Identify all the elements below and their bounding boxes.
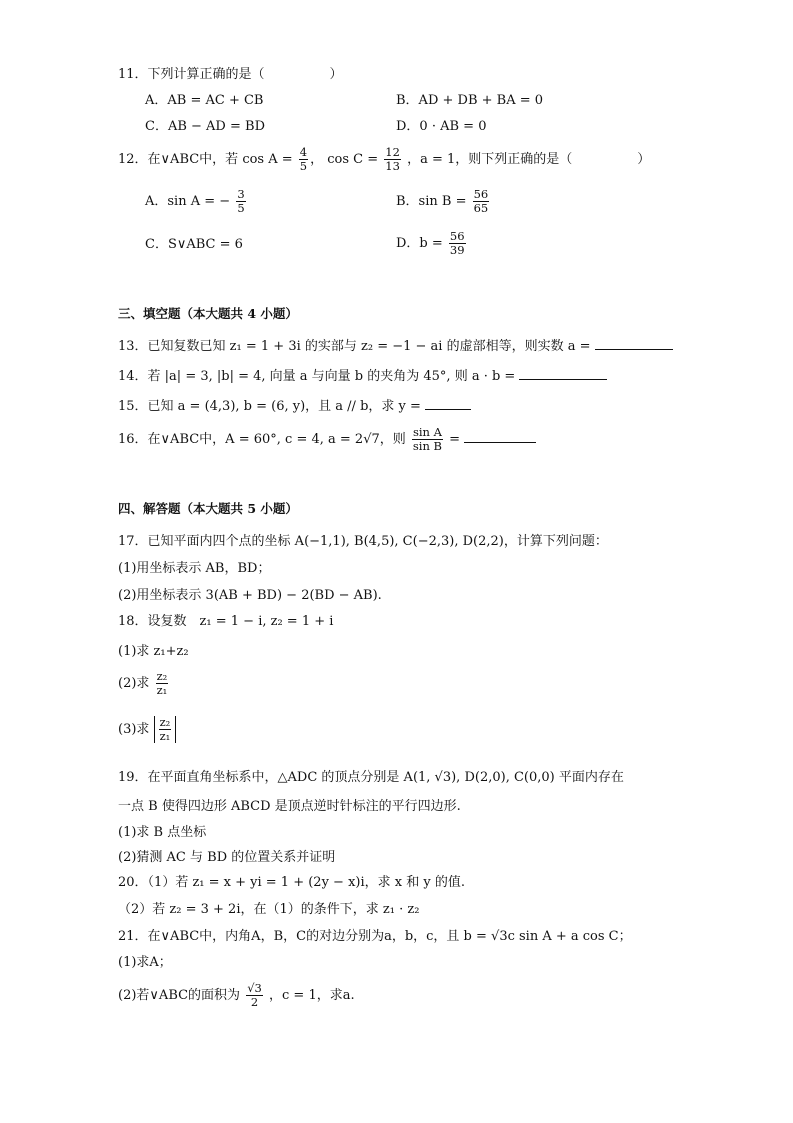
fraction: $\frac{12}{13}$ (385, 145, 400, 174)
q21-part2: (2)若∨ABC的面积为 $\frac{√3}{2}$ ，c = 1，求a. (118, 981, 355, 1010)
q11-stem: 11．下列计算正确的是（ ） (118, 67, 343, 82)
section-title-answer: 四、解答题（本大题共 5 小题） (118, 501, 298, 516)
fraction: $\frac{\text{z₂}}{\text{z₁}}$ (156, 669, 168, 698)
q17-part2: (2)用坐标表示 3(AB + BD) − 2(BD − AB). (118, 588, 382, 603)
answer-blank[interactable] (595, 339, 673, 350)
q11-option-b: B．AD + DB + BA = 0 (396, 93, 544, 108)
fraction: $\frac{√3}{2}$ (247, 981, 262, 1010)
fraction: $\frac{56}{65}$ (473, 187, 489, 216)
fraction: $\frac{\text{sin A}}{\text{sin B}}$ (412, 425, 442, 454)
q18-part1: (1)求 z₁+z₂ (118, 644, 189, 659)
q11-option-a: A．AB = AC + CB (145, 93, 264, 108)
q19-line2: 一点 B 使得四边形 ABCD 是顶点逆时针标注的平行四边形. (118, 799, 461, 814)
q18-stem: 18．设复数 z₁ = 1 − i, z₂ = 1 + i (118, 614, 334, 629)
q18-part2: (2)求 $\frac{\text{z₂}}{\text{z₁}}$ (118, 669, 168, 698)
q12-stem: 12．在∨ABC中，若 cos A = $\frac{4}{5}$ ， cos C = $\frac{12}{13}$ ，a = 1，则下列正确的是（ ） (118, 145, 651, 174)
answer-blank[interactable] (464, 432, 536, 443)
q21-part1: (1)求A； (118, 955, 172, 970)
q18-part3: (3)求 $\frac{\text{z₂}}{\text{z₁}}$ (118, 716, 176, 743)
q12-option-a: A．sin A = − $\frac{3}{5}$ (145, 187, 245, 216)
fraction: $\frac{4}{5}$ (299, 145, 308, 174)
q14: 14．若 |a| = 3, |b| = 4, 向量 a 与向量 b 的夹角为 45°, 则 a · b = (118, 369, 607, 385)
q16: 16．在∨ABC中，A = 60°, c = 4, a = 2√7，则 $\frac{\text{sin A}}{\text{sin B}}$ = (118, 426, 536, 453)
answer-blank[interactable] (425, 399, 471, 410)
q15: 15．已知 a = (4,3), b = (6, y)，且 a // b，求 y = (118, 399, 471, 415)
fraction: $\frac{3}{5}$ (237, 187, 245, 216)
q20-part2: （2）若 z₂ = 3 + 2i，在（1）的条件下，求 z₁ · z₂ (118, 902, 420, 917)
q19-part2: (2)猜测 AC 与 BD 的位置关系并证明 (118, 850, 336, 865)
section-title-fill-in: 三、填空题（本大题共 4 小题） (118, 306, 298, 321)
q13: 13．已知复数已知 z₁ = 1 + 3i 的实部与 z₂ = −1 − ai 的虚部相等，则实数 a = (118, 339, 673, 355)
q19-line1: 19．在平面直角坐标系中，△ADC 的顶点分别是 A(1, √3), D(2,0), C(0,0) 平面内存在 (118, 770, 624, 785)
q12-option-d: D．b = $\frac{56}{39}$ (396, 229, 465, 258)
absolute-value (154, 716, 177, 743)
q11-option-c: C．AB − AD = BD (145, 119, 265, 134)
q12-option-b: B．sin B = $\frac{56}{65}$ (396, 187, 489, 216)
fraction: $\frac{56}{39}$ (449, 229, 465, 258)
q11-option-d: D．0 · AB = 0 (396, 119, 487, 134)
q20-part1: 20．（1）若 z₁ = x + yi = 1 + (2y − x)i，求 x 和 y 的值. (118, 875, 465, 890)
q17-stem: 17．已知平面内四个点的坐标 A(−1,1), B(4,5), C(−2,3), D(2,2)，计算下列问题： (118, 534, 608, 549)
q12-option-c: C．S∨ABC = 6 (145, 237, 243, 252)
q17-part1: (1)用坐标表示 AB，BD； (118, 561, 271, 576)
fraction: $\frac{\text{z₂}}{\text{z₁}}$ (159, 715, 171, 744)
q21-stem: 21．在∨ABC中，内角A，B，C的对边分别为a，b，c，且 b = √3c sin A + a cos C； (118, 929, 632, 944)
q19-part1: (1)求 B 点坐标 (118, 825, 207, 840)
answer-blank[interactable] (519, 369, 607, 380)
